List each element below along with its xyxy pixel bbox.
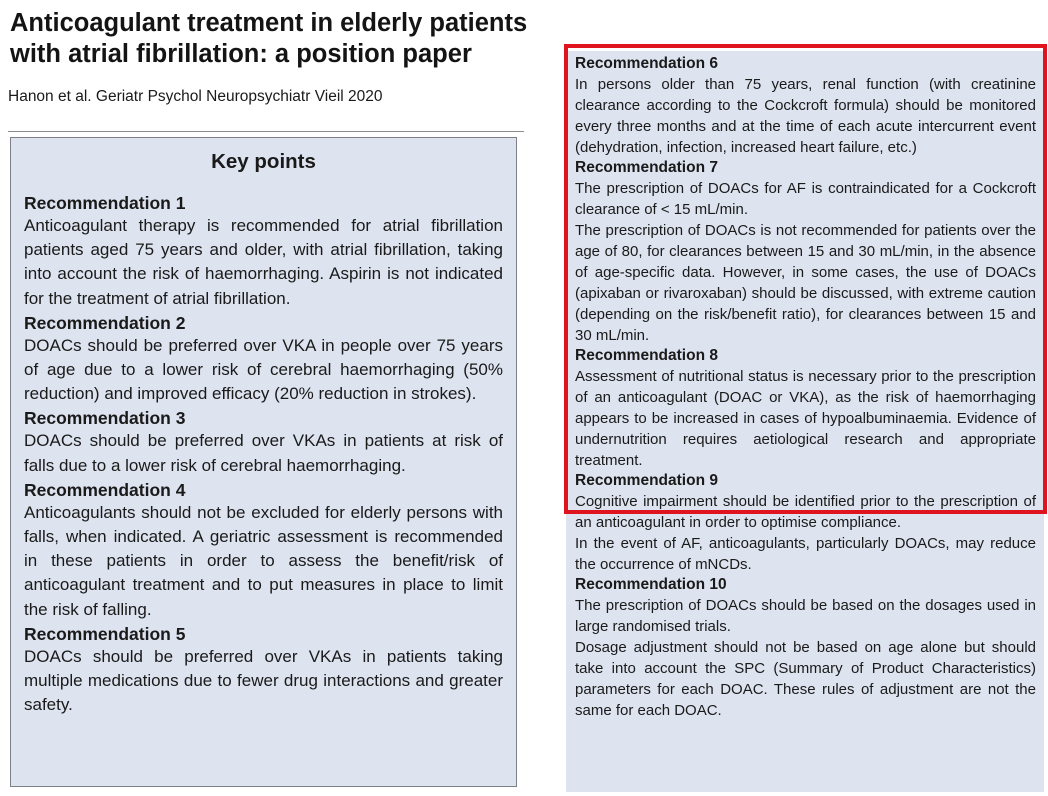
recommendation-heading: Recommendation 6: [575, 55, 718, 72]
recommendation-text: DOACs should be preferred over VKAs in patients at risk of falls due to a lower risk of cerebral haemorrhaging.: [24, 431, 503, 475]
recommendation-text: The prescription of DOACs for AF is contraindicated for a Cockcroft clearance of < 15 mL/min.: [575, 180, 1036, 218]
recommendation-block: [575, 575, 1036, 721]
recommendation-text: In persons older than 75 years, renal function (with creatinine clearance according to the Cockcroft formula) should be monitored every three months and at the time of each acute intercurrent event (dehydration, infection, increased heart failure, etc.): [575, 76, 1036, 156]
recommendation-heading: Recommendation 2: [24, 312, 186, 333]
recommendation-block: [24, 407, 503, 477]
recommendation-block: [575, 471, 1036, 575]
recommendation-text: In the event of AF, anticoagulants, particularly DOACs, may reduce the occurrence of mNCDs.: [575, 535, 1036, 573]
key-points-panel: [10, 137, 517, 787]
recommendation-text: The prescription of DOACs should be based on the dosages used in large randomised trials.: [575, 597, 1036, 635]
recommendation-heading: Recommendation 3: [24, 408, 186, 429]
recommendations-left: [24, 192, 503, 717]
recommendation-text: Anticoagulant therapy is recommended for atrial fibrillation patients aged 75 years and older, with atrial fibrillation, taking into account the risk of haemorrhaging. Aspirin is not indicated for the treatment of atrial fibrillation.: [24, 216, 503, 308]
recommendation-heading: Recommendation 7: [575, 159, 718, 176]
recommendation-block: [575, 54, 1036, 158]
recommendations-right: [566, 51, 1044, 721]
recommendation-heading: Recommendation 8: [575, 347, 718, 364]
recommendation-text: The prescription of DOACs is not recommended for patients over the age of 80, for clearances between 15 and 30 mL/min, in the absence of age-specific data. However, in some cases, the use of DOACs (apixaban or rivaroxaban) should be discussed, with extreme caution (depending on the risk/benefit ratio), for clearances between 15 and 30 mL/min.: [575, 222, 1036, 344]
recommendations-right-panel: [566, 51, 1044, 792]
recommendation-block: [24, 312, 503, 407]
recommendation-text: Assessment of nutritional status is necessary prior to the prescription of an anticoagulant (DOAC or VKA), as the risk of haemorrhaging appears to be increased in cases of hypoalbuminaemia. Evidence of undernutrition requires aetiological research and appropriate treatment.: [575, 368, 1036, 469]
recommendation-block: [24, 192, 503, 311]
recommendation-text: Cognitive impairment should be identified prior to the prescription of an anticoagulant in order to optimise compliance.: [575, 493, 1036, 531]
citation: Hanon et al. Geriatr Psychol Neuropsychiatr Vieil 2020: [8, 88, 383, 105]
recommendation-block: [24, 623, 503, 718]
recommendation-heading: Recommendation 1: [24, 193, 186, 213]
recommendation-heading: Recommendation 10: [575, 576, 727, 593]
recommendation-block: [575, 158, 1036, 346]
recommendation-block: [24, 479, 503, 622]
recommendation-block: [575, 346, 1036, 471]
key-points-heading: Key points: [211, 150, 316, 173]
divider: [8, 131, 524, 132]
page-title: Anticoagulant treatment in elderly patients with atrial fibrillation: a position paper: [10, 9, 528, 68]
recommendation-text: DOACs should be preferred over VKA in people over 75 years of age due to a lower risk of cerebral haemorrhaging (50% reduction) and improved efficacy (20% reduction in strokes).: [24, 335, 503, 404]
recommendation-text: Anticoagulants should not be excluded for elderly persons with falls, when indicated. A geriatric assessment is recommended in these patients in order to assess the benefit/risk of anticoagulant treatment and to put measures in place to limit the risk of falling.: [24, 502, 503, 619]
recommendation-heading: Recommendation 9: [575, 472, 718, 489]
recommendation-heading: Recommendation 5: [24, 623, 186, 644]
recommendation-heading: Recommendation 4: [24, 479, 186, 500]
recommendation-text: DOACs should be preferred over VKAs in patients taking multiple medications due to fewer drug interactions and greater safety.: [24, 646, 503, 715]
recommendation-text: Dosage adjustment should not be based on age alone but should take into account the SPC (Summary of Product Characteristics) parameters for each DOAC. These rules of adjustment are not the same for each DOAC.: [575, 639, 1036, 719]
